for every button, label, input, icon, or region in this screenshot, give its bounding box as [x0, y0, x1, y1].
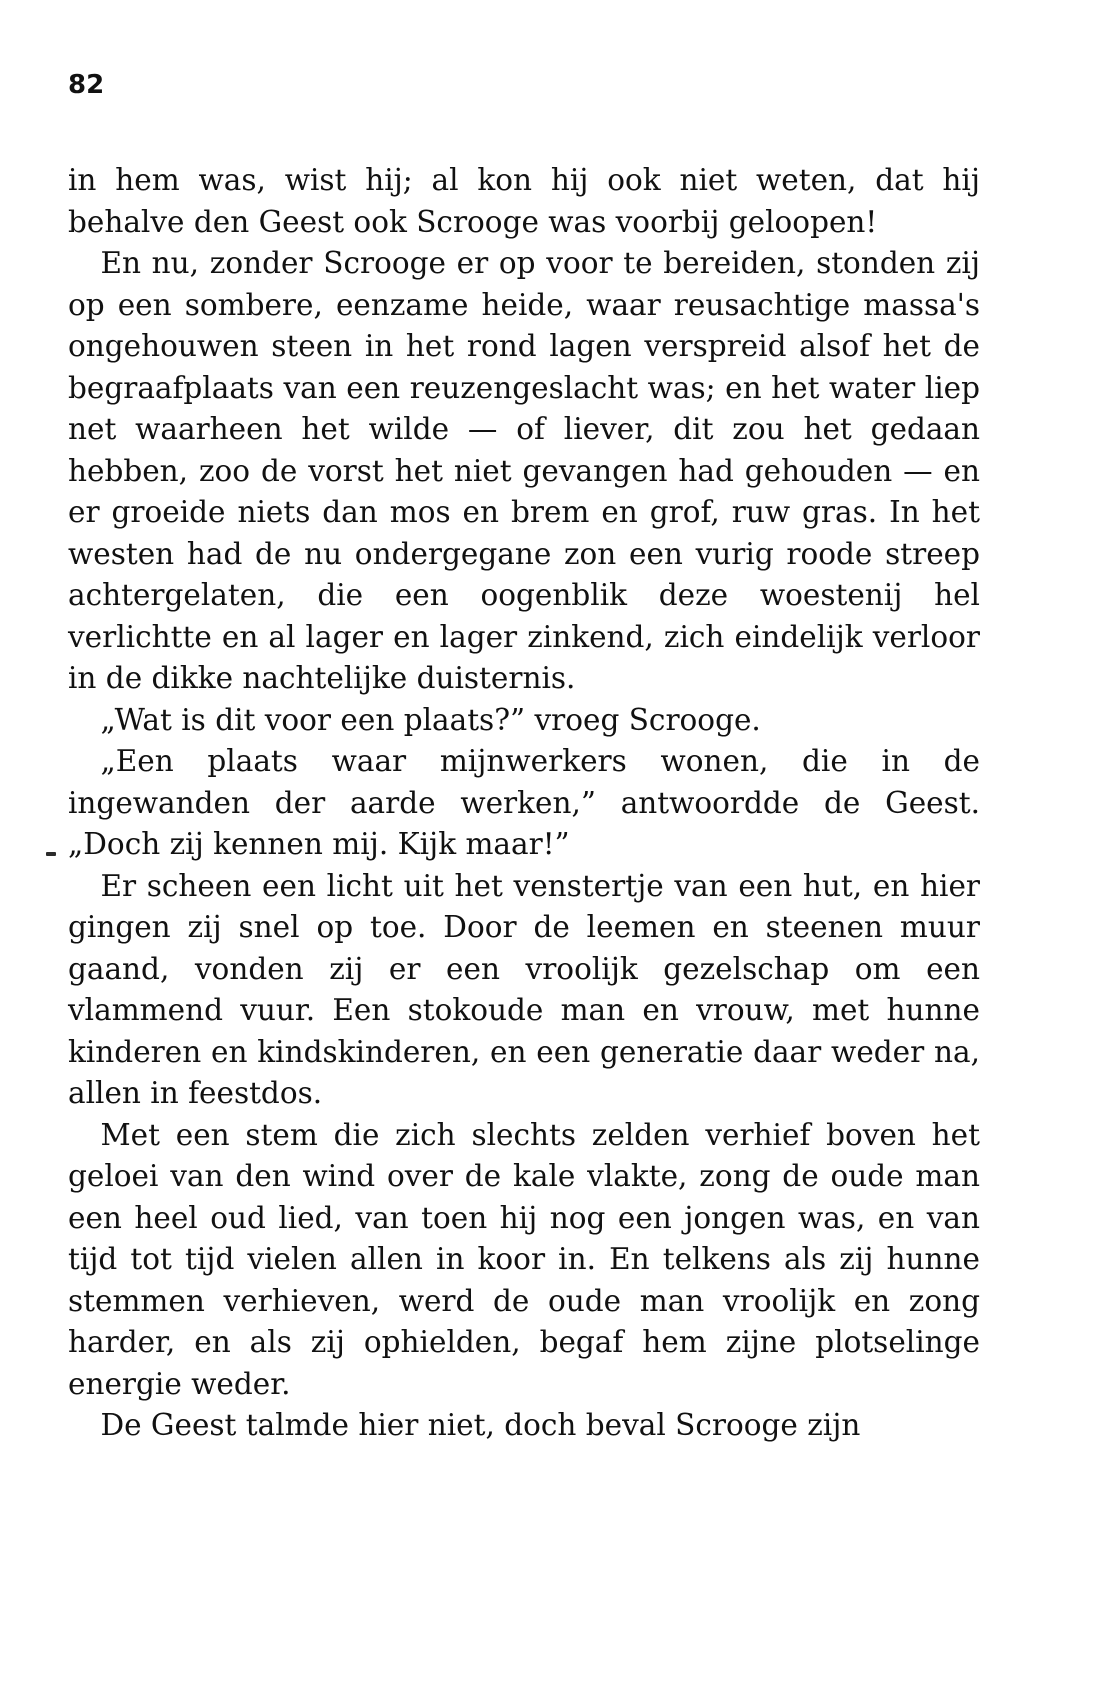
page-number: 82 [68, 70, 105, 100]
paragraph: Met een stem die zich slechts zelden verhief boven het geloei van den wind over de kale vlakte, zong de oude man een heel oud lied, van toen hij nog een jongen was, en van tijd tot tijd vielen allen in koor in. En telkens als zij hunne stemmen verhieven, werd de oude man vroolijk en zong harder, en als zij ophielden, begaf hem zijne plotselinge energie weder. [68, 1117, 980, 1401]
paragraph: Er scheen een licht uit het venstertje van een hut, en hier gingen zij snel op toe. Door de leemen en steenen muur gaand, vonden zij er een vroolijk gezelschap om een vlammend vuur. Een stokoude man en vrouw, met hunne kinderen en kindskinderen, en een generatie daar weder na, allen in feestdos. [68, 868, 980, 1110]
paragraph: De Geest talmde hier niet, doch beval Scrooge zijn [100, 1408, 861, 1442]
paragraph: En nu, zonder Scrooge er op voor te bereiden, stonden zij op een sombere, eenzame heide, waar reusachtige massa's ongehouwen steen in het rond lagen verspreid alsof het de begraafplaats van een reuzengeslacht was; en het water liep net waarheen het wilde — of liever, dit zou het gedaan hebben, zoo de vorst het niet gevangen had gehouden — en er groeide niets dan mos en brem en grof, ruw gras. In het westen had de nu ondergegane zon een vurig roode streep achtergelaten, die een oogenblik deze woestenij hel verlichtte en al lager en lager zinkend, zich eindelijk verloor in de dikke nachtelijke duisternis. [68, 246, 980, 695]
paragraph: „Wat is dit voor een plaats?” vroeg Scrooge. [100, 702, 761, 737]
page-body [68, 160, 980, 1447]
paragraph: „Een plaats waar mijnwerkers wonen, die in de ingewanden der aarde werken,” antwoordde de Geest. „Doch zij kennen mij. Kijk maar!” [68, 744, 980, 861]
paragraph: in hem was, wist hij; al kon hij ook niet weten, dat hij behalve den Geest ook Scrooge was voorbij geloopen! [68, 163, 980, 239]
margin-mark [46, 852, 56, 856]
